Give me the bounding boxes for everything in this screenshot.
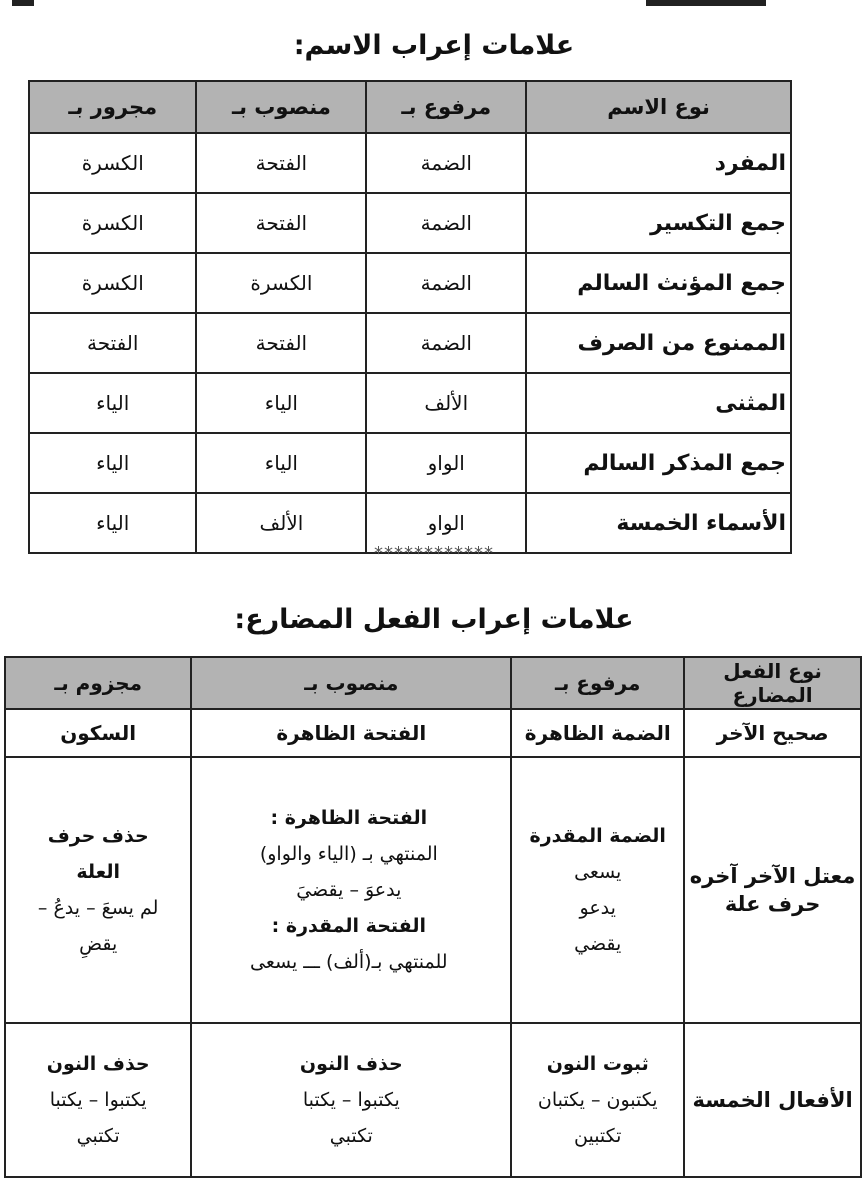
noun-marks-table — [28, 80, 792, 554]
table-row — [29, 133, 791, 193]
majroor-cell: الفتحة — [29, 313, 196, 373]
verb-type-label: الأفعال الخمسة — [692, 1088, 853, 1112]
majroor-cell: الياء — [29, 373, 196, 433]
noun-type-cell: جمع المؤنث السالم — [526, 253, 791, 313]
mansoob-cell: الفتحة — [196, 313, 366, 373]
mansoob-cell: الفتحة — [196, 133, 366, 193]
header-majroor: مجرور بـ — [29, 81, 196, 133]
marfoo-cell: الضمة — [366, 133, 526, 193]
header-mansoob: منصوب بـ — [196, 81, 366, 133]
noun-type-cell: المثنى — [526, 373, 791, 433]
mansoob-cell: الفتحة الظاهرة — [191, 709, 511, 757]
marfoo-cell — [511, 757, 684, 1023]
marfoo-title: الضمة المقدرة — [529, 825, 666, 847]
noun-table-header-row — [29, 81, 791, 133]
majzoom-cell — [5, 757, 191, 1023]
mansoob-example: يدعوَ – يقضيَ — [296, 879, 402, 901]
marfoo-cell: الألف — [366, 373, 526, 433]
noun-type-cell: جمع المذكر السالم — [526, 433, 791, 493]
table-row — [29, 373, 791, 433]
mansoob-cell: الياء — [196, 373, 366, 433]
table-row — [5, 709, 861, 757]
majroor-cell: الكسرة — [29, 253, 196, 313]
majzoom-cell: السكون — [5, 709, 191, 757]
table-row — [5, 757, 861, 1023]
noun-type-cell: المفرد — [526, 133, 791, 193]
mansoob-title-implied: الفتحة المقدرة : — [271, 915, 426, 937]
mansoob-cell: الألف — [196, 493, 366, 553]
majzoom-title: حذف النون — [46, 1053, 150, 1075]
marfoo-example: يسعى — [574, 861, 622, 883]
marfoo-cell: الواو — [366, 433, 526, 493]
majroor-cell: الكسرة — [29, 133, 196, 193]
marfoo-example: تكتبين — [574, 1125, 622, 1147]
majzoom-example: يقضِ — [79, 933, 118, 955]
verb-section-title: علامات إعراب الفعل المضارع: — [234, 604, 634, 635]
marfoo-example: يدعو — [579, 897, 616, 919]
marfoo-example: يقضي — [574, 933, 622, 955]
noun-type-cell: جمع التكسير — [526, 193, 791, 253]
header-noun-type: نوع الاسم — [526, 81, 791, 133]
marfoo-cell: الواو — [366, 493, 526, 553]
header-mansoob: منصوب بـ — [191, 657, 511, 709]
verb-table-header-row — [5, 657, 861, 709]
mansoob-title: حذف النون — [299, 1053, 403, 1075]
marfoo-cell: الضمة — [366, 253, 526, 313]
marfoo-example: يكتبون – يكتبان — [537, 1089, 658, 1111]
noun-type-cell: الممنوع من الصرف — [526, 313, 791, 373]
mansoob-cell: الياء — [196, 433, 366, 493]
verb-type-label: معتل الآخر آخره حرف علة — [689, 864, 856, 916]
majroor-cell: الياء — [29, 433, 196, 493]
header-marfoo: مرفوع بـ — [511, 657, 684, 709]
mansoob-cell — [191, 757, 511, 1023]
majzoom-title: حذف حرف — [47, 825, 149, 847]
mansoob-example: يكتبوا – يكتبا — [302, 1089, 400, 1111]
majroor-cell: الياء — [29, 493, 196, 553]
majzoom-example: لم يسعَ – يدعُ – — [37, 897, 159, 919]
marfoo-cell — [511, 1023, 684, 1177]
table-row — [29, 193, 791, 253]
marfoo-cell: الضمة الظاهرة — [511, 709, 684, 757]
majroor-cell: الكسرة — [29, 193, 196, 253]
cropped-text-fragment — [12, 0, 34, 6]
header-verb-type: نوع الفعل المضارع — [684, 657, 861, 709]
noun-section-title: علامات إعراب الاسم: — [293, 30, 575, 61]
mansoob-cell: الكسرة — [196, 253, 366, 313]
table-row — [29, 253, 791, 313]
table-row — [5, 1023, 861, 1177]
majzoom-example: تكتبي — [76, 1125, 120, 1147]
header-marfoo: مرفوع بـ — [366, 81, 526, 133]
verb-type-cell — [684, 757, 861, 1023]
marfoo-title: ثبوت النون — [546, 1053, 649, 1075]
mansoob-note: المنتهي بـ (الياء والواو) — [259, 843, 438, 865]
marfoo-cell: الضمة — [366, 313, 526, 373]
section-separator: ************ — [374, 543, 494, 564]
header-majzoom: مجزوم بـ — [5, 657, 191, 709]
mansoob-note: للمنتهي بـ(ألف) ـــ يسعى — [250, 951, 448, 973]
mansoob-cell: الفتحة — [196, 193, 366, 253]
marfoo-cell: الضمة — [366, 193, 526, 253]
verb-type-cell — [684, 1023, 861, 1177]
majzoom-cell — [5, 1023, 191, 1177]
mansoob-title-visible: الفتحة الظاهرة : — [270, 807, 428, 829]
mansoob-cell — [191, 1023, 511, 1177]
table-row — [29, 433, 791, 493]
table-row — [29, 313, 791, 373]
mansoob-example: تكتبي — [329, 1125, 373, 1147]
majzoom-title: العلة — [76, 861, 120, 883]
cropped-text-fragment — [646, 0, 766, 6]
verb-type-cell: صحيح الآخر — [684, 709, 861, 757]
verb-marks-table — [4, 656, 862, 1178]
majzoom-example: يكتبوا – يكتبا — [49, 1089, 147, 1111]
noun-type-cell: الأسماء الخمسة — [526, 493, 791, 553]
cropped-top-edge — [0, 0, 868, 10]
